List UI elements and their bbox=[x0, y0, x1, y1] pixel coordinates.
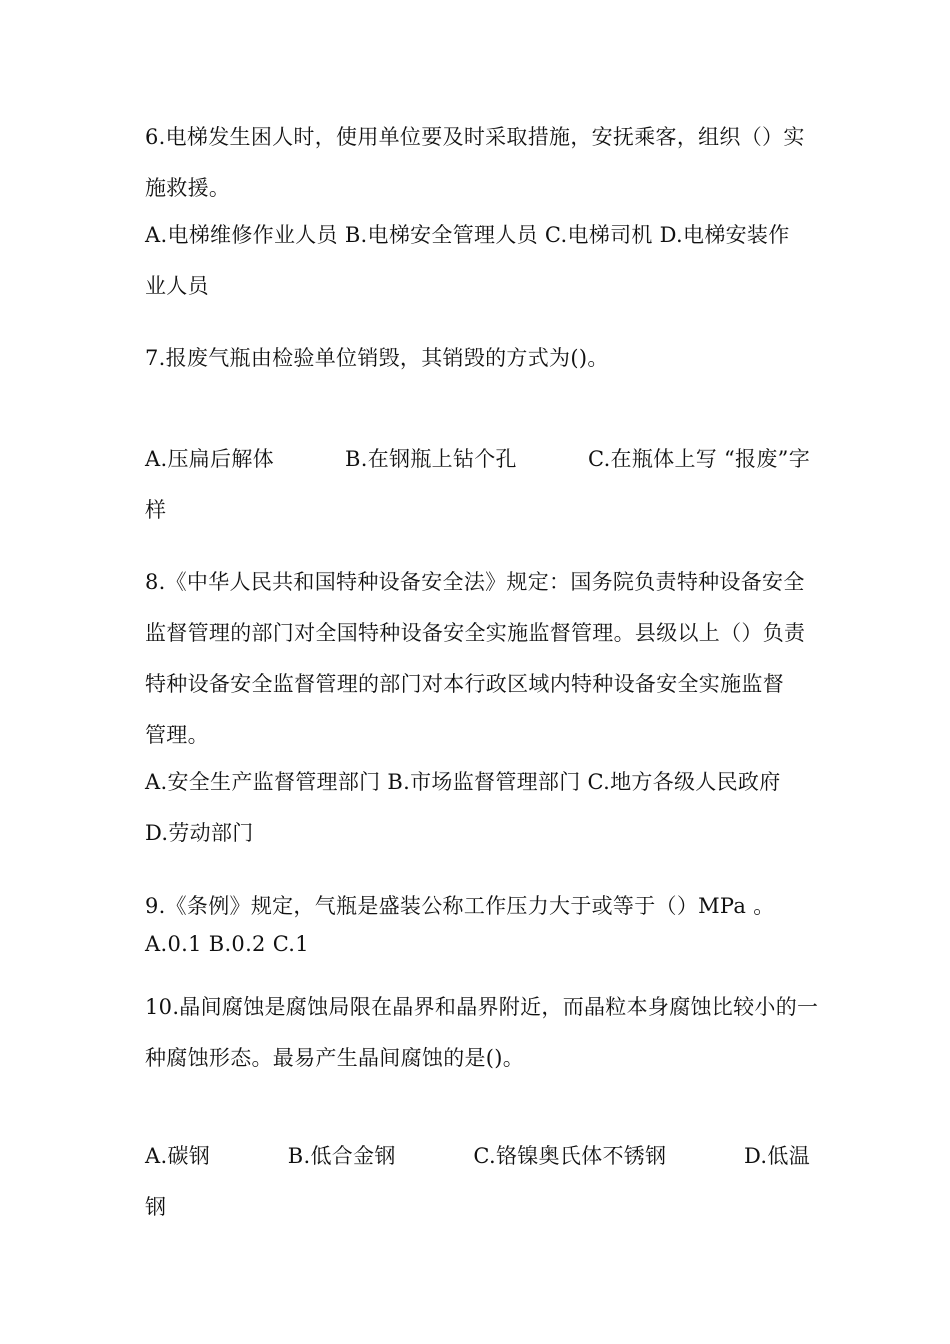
question-10-stem-line-2: 种腐蚀形态。最易产生晶间腐蚀的是()。 bbox=[145, 1046, 525, 1070]
question-10-stem-line-1: 10.晶间腐蚀是腐蚀局限在晶界和晶界附近，而晶粒本身腐蚀比较小的一 bbox=[145, 995, 819, 1019]
question-6-stem-line-2: 施救援。 bbox=[145, 176, 231, 200]
question-10-options bbox=[145, 1143, 810, 1169]
question-8-stem-line-2: 监督管理的部门对全国特种设备安全实施监督管理。县级以上（）负责 bbox=[145, 621, 806, 645]
question-7-option-c: C.在瓶体上写 “报废”字 bbox=[587, 447, 810, 471]
question-7-option-tail: 样 bbox=[145, 498, 167, 522]
question-10-option-b: B.低合金钢 bbox=[287, 1144, 396, 1168]
question-8-stem-line-1: 8.《中华人民共和国特种设备安全法》规定：国务院负责特种设备安全 bbox=[145, 570, 805, 594]
question-9-options-line-1: A.0.1 B.0.2 C.1 bbox=[145, 932, 309, 956]
question-10-option-tail: 钢 bbox=[145, 1195, 167, 1219]
question-6-options-line-1: A.电梯维修作业人员 B.电梯安全管理人员 C.电梯司机 D.电梯安装作 bbox=[145, 223, 790, 247]
question-10-option-c: C.铬镍奥氏体不锈钢 bbox=[473, 1144, 667, 1168]
question-8-options-line-1: A.安全生产监督管理部门 B.市场监督管理部门 C.地方各级人民政府 bbox=[145, 770, 781, 794]
question-10-option-d: D.低温 bbox=[744, 1144, 810, 1168]
question-9-stem-line-1: 9.《条例》规定，气瓶是盛装公称工作压力大于或等于（）MPa 。 bbox=[145, 894, 775, 918]
question-8-stem-line-4: 管理。 bbox=[145, 723, 209, 747]
question-7-option-a: A.压扁后解体 bbox=[145, 447, 274, 471]
question-6-options-line-2: 业人员 bbox=[145, 274, 209, 298]
question-8-stem-line-3: 特种设备安全监督管理的部门对本行政区域内特种设备安全实施监督 bbox=[145, 672, 784, 696]
question-7-stem-line-1: 7.报废气瓶由检验单位销毁，其销毁的方式为()。 bbox=[145, 346, 609, 370]
question-6-stem-line-1: 6.电梯发生困人时，使用单位要及时采取措施，安抚乘客，组织（）实 bbox=[145, 125, 805, 149]
question-7-option-b: B.在钢瓶上钻个孔 bbox=[345, 447, 517, 471]
question-10-option-a: A.碳钢 bbox=[145, 1144, 211, 1168]
question-8-options-line-2: D.劳动部门 bbox=[145, 821, 254, 845]
question-7-options bbox=[145, 446, 810, 472]
